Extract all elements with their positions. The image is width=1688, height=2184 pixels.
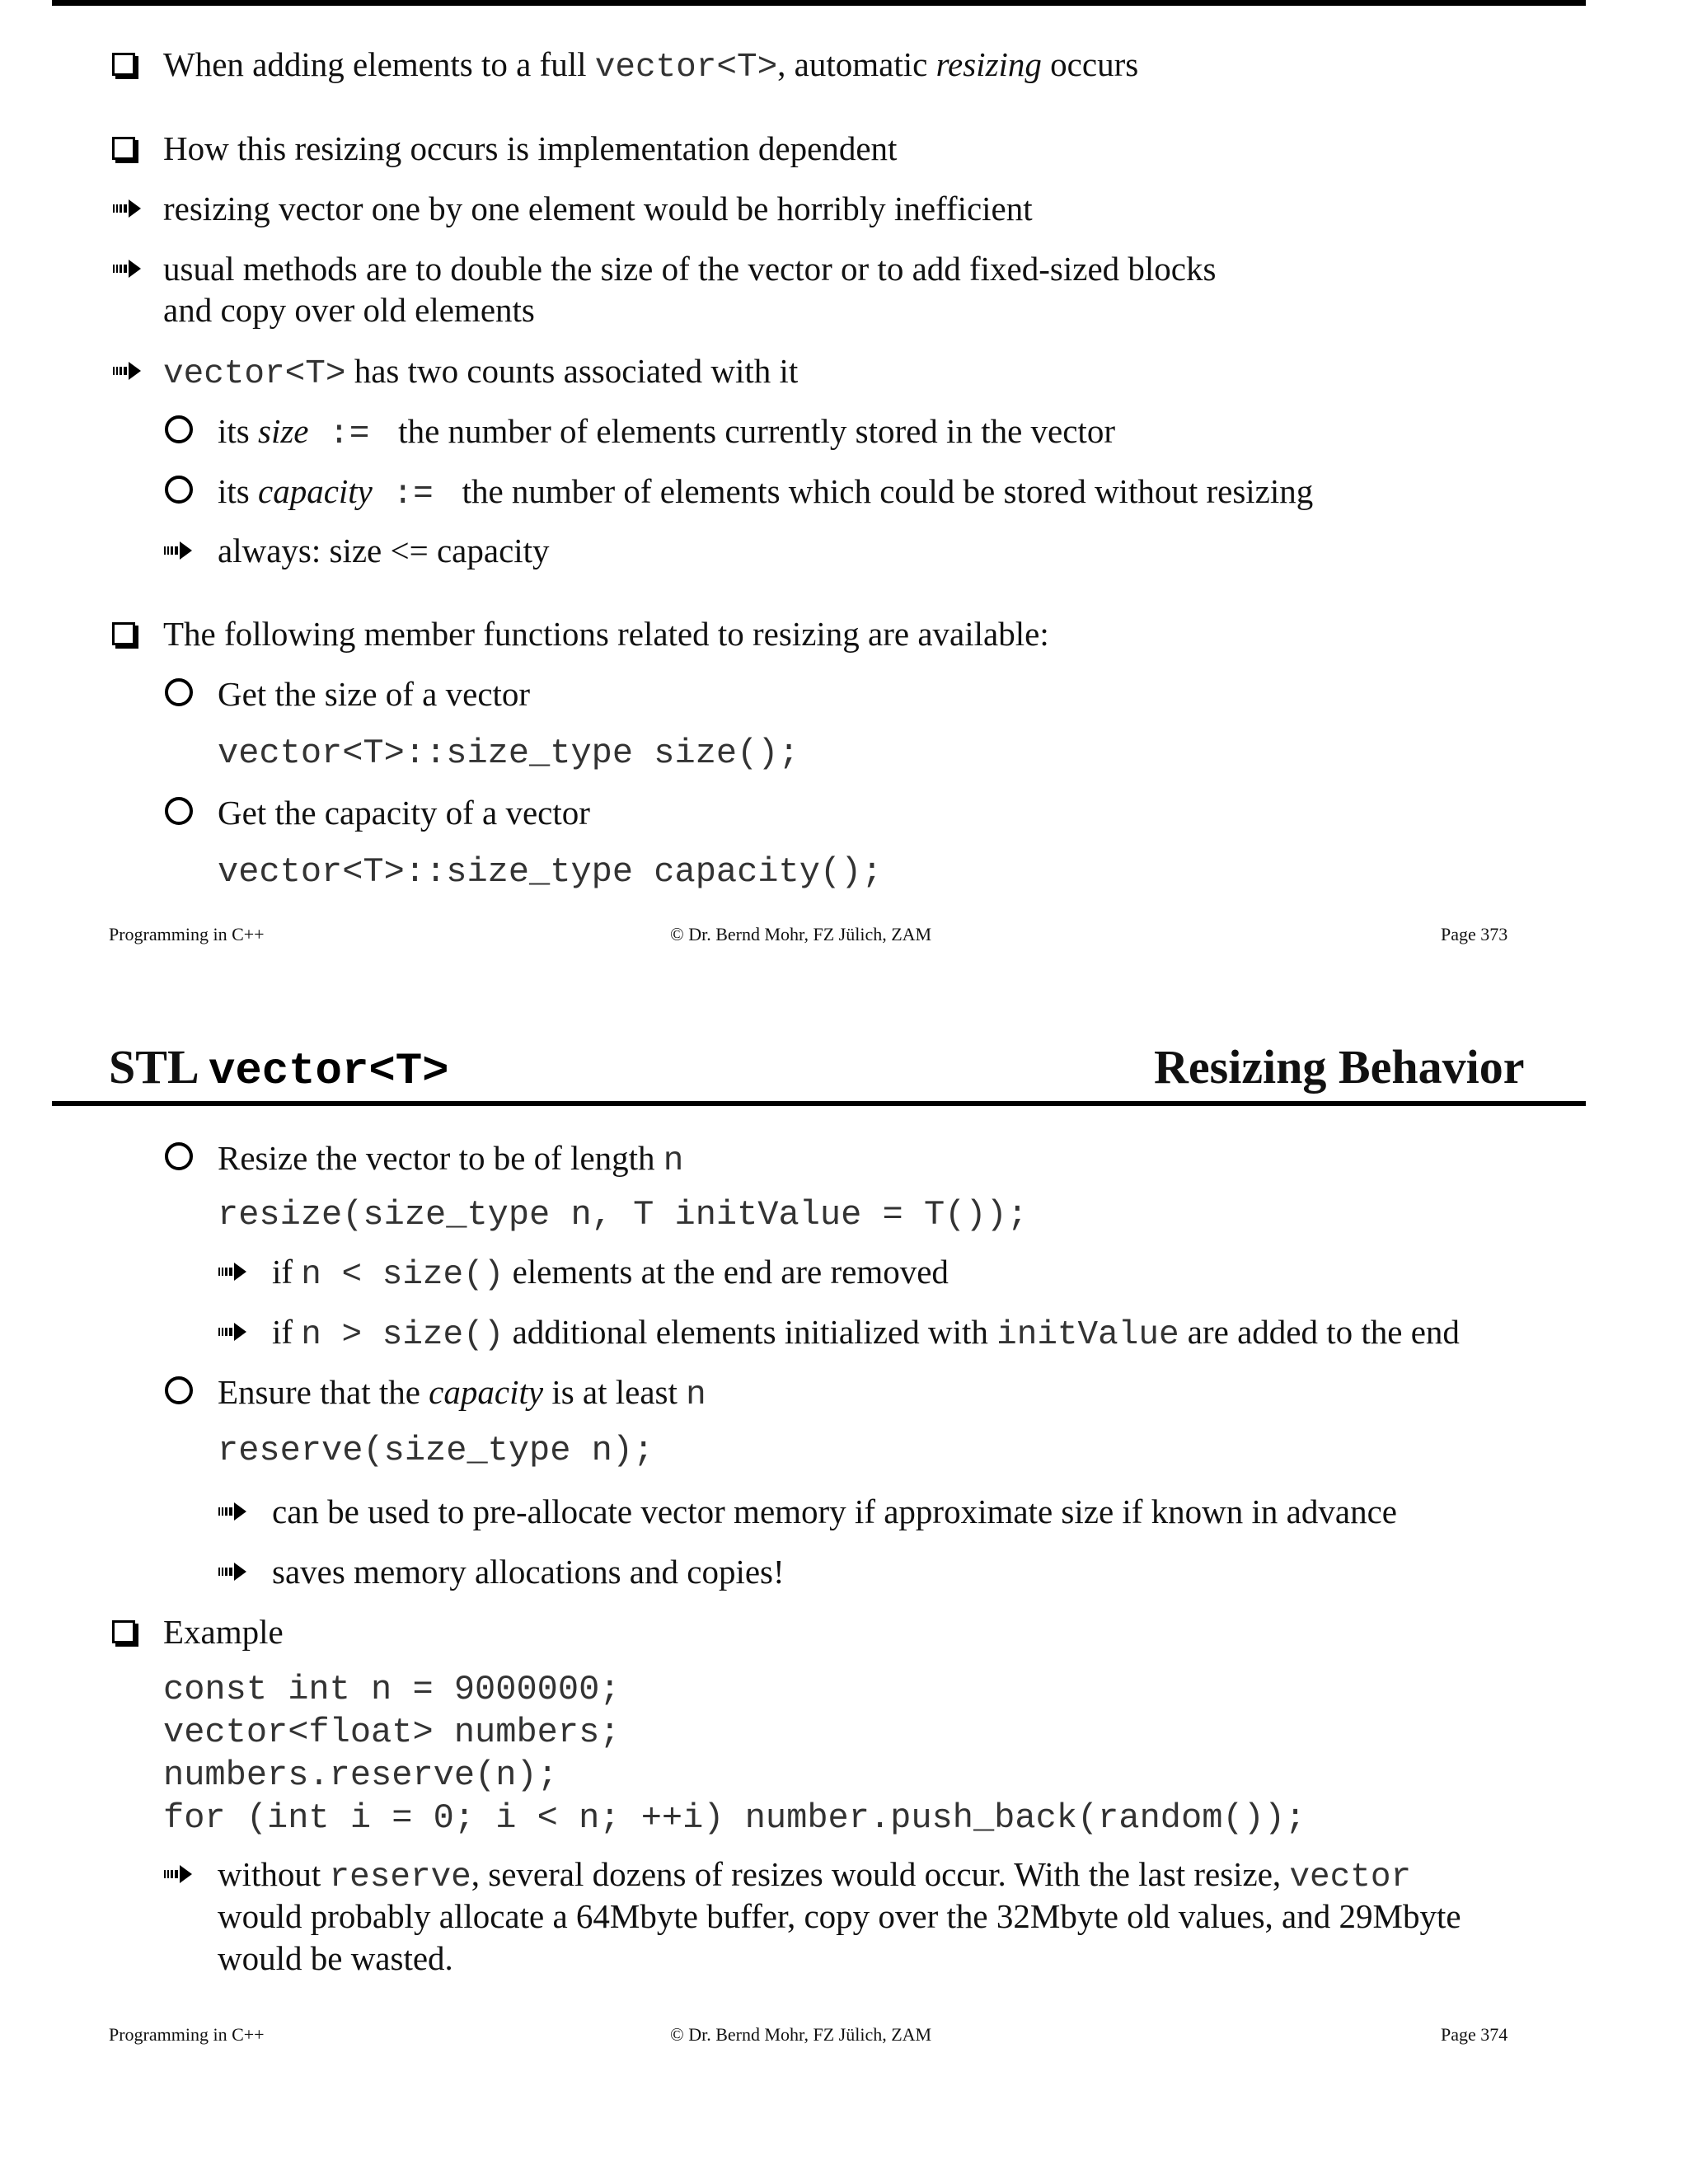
circle-item-resize: Resize the vector to be of length n: [218, 1139, 684, 1180]
circle-bullet-icon: [165, 415, 193, 443]
circle-bullet-icon: [165, 476, 193, 504]
arrow-item-without-reserve-l2: would probably allocate a 64Mbyte buffer, copy over the 32Mbyte old values, and 29Mbyte: [218, 1897, 1461, 1935]
arrow-bullet-icon: [164, 1865, 192, 1883]
square-bullet-icon: [112, 622, 135, 645]
arrow-bullet-icon: [218, 1263, 246, 1281]
arrow-bullet-icon: [113, 362, 141, 380]
footer-center: © Dr. Bernd Mohr, FZ Jülich, ZAM: [670, 2024, 932, 2045]
top-rule: [52, 0, 1586, 6]
bullet-implementation: How this resizing occurs is implementation dependent: [163, 129, 898, 167]
circle-item-get-capacity: Get the capacity of a vector: [218, 794, 590, 832]
arrow-bullet-icon: [218, 1502, 246, 1521]
example-code-line: const int n = 9000000;: [163, 1670, 621, 1709]
example-code-line: vector<float> numbers;: [163, 1713, 621, 1752]
circle-bullet-icon: [165, 678, 193, 706]
footer-page-number: Page 374: [1441, 2024, 1508, 2045]
page-title: STL vector<T>: [109, 1040, 449, 1097]
circle-bullet-icon: [165, 797, 193, 825]
circle-bullet-icon: [165, 1142, 193, 1170]
arrow-item-without-reserve-l3: would be wasted.: [218, 1939, 453, 1977]
arrow-item-always: always: size <= capacity: [218, 532, 550, 569]
arrow-item-added: if n > size() additional elements initialized with initValue are added to the end: [272, 1313, 1460, 1354]
circle-item-capacity: its capacity := the number of elements which could be stored without resizing: [218, 472, 1314, 513]
code-resize: resize(size_type n, T initValue = T());: [218, 1195, 1028, 1235]
arrow-item-methods-cont: and copy over old elements: [163, 291, 535, 329]
arrow-item-methods: usual methods are to double the size of the vector or to add fixed-sized blocks: [163, 250, 1217, 288]
square-bullet-icon: [112, 1620, 135, 1643]
footer-page-number: Page 373: [1441, 924, 1508, 944]
footer-center: © Dr. Bernd Mohr, FZ Jülich, ZAM: [670, 924, 932, 944]
arrow-bullet-icon: [164, 541, 192, 560]
circle-bullet-icon: [165, 1376, 193, 1404]
arrow-item-without-reserve: without reserve, several dozens of resizes would occur. With the last resize, vector: [218, 1855, 1412, 1896]
square-bullet-icon: [112, 137, 135, 160]
code-capacity: vector<T>::size_type capacity();: [218, 852, 883, 892]
page-subtitle: Resizing Behavior: [1154, 1040, 1525, 1094]
bullet-member-functions: The following member functions related to resizing are available:: [163, 615, 1049, 653]
code-reserve: reserve(size_type n);: [218, 1431, 654, 1470]
footer-left: Programming in C++: [109, 924, 265, 944]
arrow-item-two-counts: vector<T> has two counts associated with it: [163, 352, 799, 393]
title-rule: [52, 1101, 1586, 1106]
code-size: vector<T>::size_type size();: [218, 733, 799, 773]
footer-left: Programming in C++: [109, 2024, 265, 2045]
arrow-bullet-icon: [218, 1563, 246, 1581]
example-code-line: for (int i = 0; i < n; ++i) number.push_back(random());: [163, 1798, 1306, 1838]
arrow-bullet-icon: [218, 1323, 246, 1341]
arrow-bullet-icon: [113, 199, 141, 218]
example-code-line: numbers.reserve(n);: [163, 1755, 558, 1795]
circle-item-get-size: Get the size of a vector: [218, 675, 531, 713]
bullet-example: Example: [163, 1613, 284, 1651]
arrow-item-removed: if n < size() elements at the end are removed: [272, 1253, 949, 1294]
square-bullet-icon: [112, 53, 135, 76]
bullet-auto-resizing: When adding elements to a full vector<T>, automatic resizing occurs: [163, 45, 1139, 87]
arrow-item-preallocate: can be used to pre-allocate vector memory if approximate size if known in advance: [272, 1493, 1397, 1530]
arrow-item-inefficient: resizing vector one by one element would be horribly inefficient: [163, 190, 1033, 227]
circle-item-reserve: Ensure that the capacity is at least n: [218, 1373, 706, 1414]
arrow-item-saves: saves memory allocations and copies!: [272, 1553, 785, 1591]
arrow-bullet-icon: [113, 260, 141, 278]
circle-item-size: its size := the number of elements currently stored in the vector: [218, 412, 1115, 453]
